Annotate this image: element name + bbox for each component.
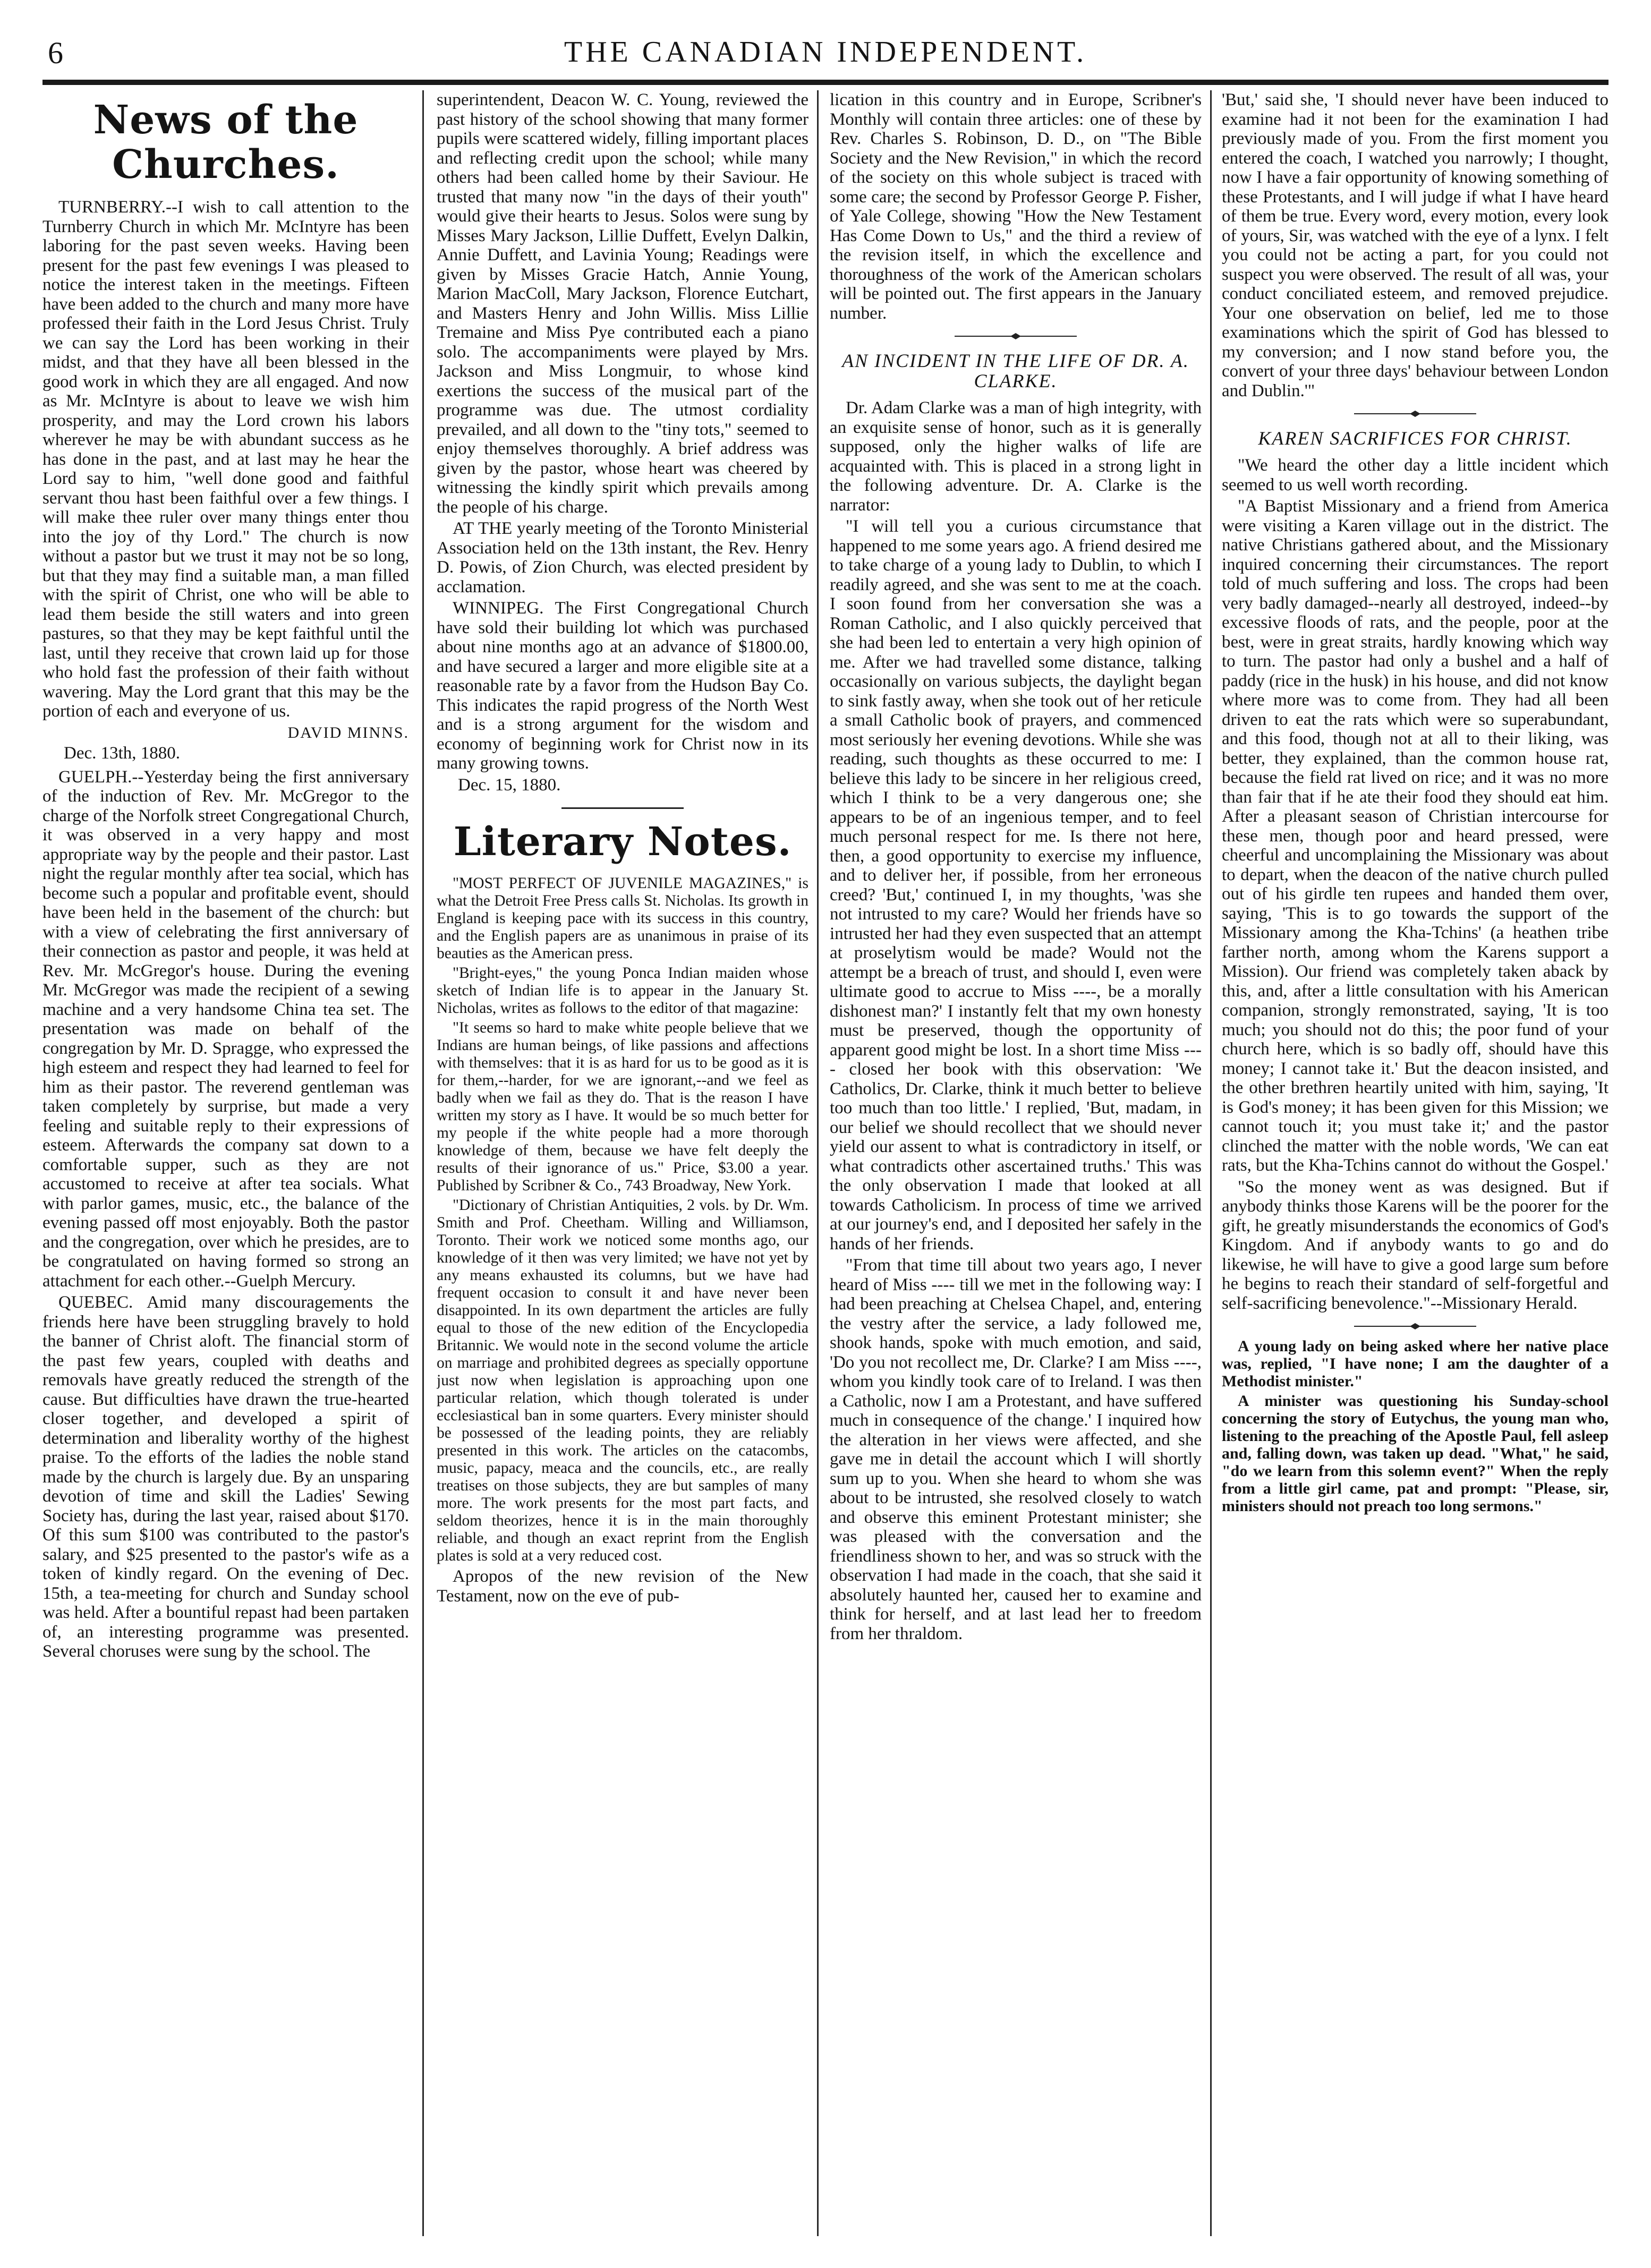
clarke-story: "I will tell you a curious circumstance that happened to me some years ago. A friend desired me to take charge of a young lady to Dublin, to which I readily agreed, and she was sent to me at the coach. I soon found from her conversation she was a Roman Catholic, and I also quickly perceived that she had been led to entertain a very high opinion of me. After we had travelled some distance, talking occasionally on various subjects, the daylight began to sink fastly away, when she took out of her reticule a small Catholic book of prayers, and commenced most seriously her evening devotions. While she was reading, such thoughts as these occurred to me: I believe this lady to be sincere in her religious creed, which I think to be a very dangerous one; she appears to be of an ingenious temper, and to feel much personal respect for me. Is there not here, then, a good opportunity to exercise my influence, and to deliver her, if possible, from her erroneous creed? 'But,' continued I, in my thoughts, 'was she not intrusted to my care? Would her friends have so intrusted her had they even suspected that an attempt at proselytism would be made? Would not the attempt be a breach of trust, and should I, even were ultimate good to accrue to Miss ----, be a morally dishonest man?' I instantly felt that my own honesty must be preserved, though the opportunity of apparent good might be lost. In a short time Miss ---- closed her book with this observation: 'We Catholics, Dr. Clarke, think it much better to believe too much than too little.' I replied, 'But, madam, in our belief we should recollect that we should never yield our assent to what is contradictory in itself, or what contradicts other ascertained truths.' This was the only observation I made that looked at all towards Catholicism. In process of time we arrived at our journey's end, and I deposited her safely in the hands of her friends.: [830, 517, 1202, 1254]
article-guelph: GUELPH.--Yesterday being the first anniversary of the induction of Rev. Mr. McGregor to the charge of the Norfolk street Congregational Church, it was observed in a very happy and most appropriate way by the people and their pastor. Last night the regular monthly after tea social, which has become such a popular and profitable event, should have been held in the basement of the church: but with a view of celebrating the first anniversary of their connection as pastor and people, it was held at Rev. Mr. McGregor's house. During the evening Mr. McGregor was made the recipient of a sewing machine and a very handsome China tea set. The presentation was made on behalf of the congregation by Mr. D. Spragge, who expressed the high esteem and respect they had learned to feel for him as their pastor. The reverend gentleman was taken completely by surprise, but made a very feeling and suitable reply to their expressions of esteem. Afterwards the company sat down to a comfortable supper, such as they are not accustomed to receive at after tea socials. What with parlor games, music, etc., the balance of the evening passed off most enjoyably. Both the pastor and the congregation, over which he presides, are to be congratulated on having formed so strong an attachment for each other.--Guelph Mercury.: [42, 767, 409, 1291]
anecdote-eutychus: A minister was questioning his Sunday-school concerning the story of Eutychus, the young man who, listening to the preaching of the Apostle Paul, fell asleep and, falling down, was taken up dead. "What," he said, "do we learn from this solemn event?" When the reply from a little girl came, pat and prompt: "Please, sir, ministers should not preach too long sermons.": [1222, 1392, 1609, 1515]
column-4: [1222, 90, 1609, 2236]
column-divider: [817, 90, 819, 2236]
section-rule: [561, 807, 684, 809]
masthead: [42, 35, 1609, 72]
clarke-conclusion: 'But,' said she, 'I should never have been induced to examine had it not been for the examination I had previously made of you. From the first moment you entered the coach, I watched you narrowly; I thought, now I have a fair opportunity of knowing something of these Protestants, and I will judge if what I have heard of them be true. Every word, every motion, every look of yours, Sir, was watched with the eye of a lynx. I felt you could not be acting a part, for you could not suspect you were observed. The result of all was, your conduct conciliated esteem, and removed prejudice. Your one observation on belief, led me to those examinations which the spirit of God has blessed to my conversion; and I now stand before you, the convert of your three days' behaviour between London and Dublin.'": [1222, 90, 1609, 400]
literary-notes: [437, 875, 809, 1565]
ornament-rule: [955, 332, 1077, 340]
ornament-rule: [1354, 410, 1476, 417]
karen-paragraph-2: "A Baptist Missionary and a friend from America were visiting a Karen village out in the district. The native Christians gathered about, and the Missionary inquired concerning their circumstances. The report told of much suffering and loss. The crops had been very badly damaged--nearly all destroyed, indeed--by excessive floods of rats, and the people, poor at the best, were in great straits, hardly knowing which way to turn. The pastor had only a bushel and a half of paddy (rice in the husk) in his house, and did not know where more was to come from. They had all been driven to eat the rats which were so superabundant, and this food, though not at all to their liking, was better, they explained, than the common house rat, because the field rat lived on rice; and it was no more than fair that if he ate their food they should eat him. After a pleasant season of Christian intercourse for these men, though poor and heard pressed, were cheerful and uncomplaining the Missionary was about to depart, when the deacon of the native church pulled out of his girdle ten rupees and handed them over, saying, 'This is to go towards the support of the Missionary among the Kha-Tchins' (a heathen tribe farther north, among whom the Karens support a Mission). Our friend was completely taken aback by this, and, after a little consultation with his American companion, strongly remonstrated, saying, 'It is too much; you should not do this; the poor fund of your church here, which is so badly off, should have this money; I cannot take it.' But the deacon insisted, and the other brethren heartily united with him, saying, 'It is God's money; it has been given for this Mission; we cannot touch it; you must take it;' and the pastor clinched the matter with the noble words, 'We can eat rats, but the Kha-Tchins cannot do without the Gospel.': [1222, 497, 1609, 1175]
article-quebec-continued: superintendent, Deacon W. C. Young, reviewed the past history of the school showing that many former pupils were scattered widely, filling important places and reflecting credit upon the school; while many others had been called home by their Saviour. He trusted that many now "in the days of their youth" would give their hearts to Jesus. Solos were sung by Misses Mary Jackson, Lillie Duffett, Evelyn Dalkin, Annie Duffett, and Lavinia Young; Readings were given by Misses Gracie Hatch, Annie Young, Marion MacColl, Mary Jackson, Florence Eutchart, and Masters Henry and John Willis. Miss Lillie Tremaine and Miss Pye contributed each a piano solo. The accompaniments were played by Mrs. Jackson and Miss Longmuir, to whose kind exertions the success of the musical part of the programme was due. The utmost cordiality prevailed, and all down to the "tiny tots," seemed to enjoy themselves thoroughly. A brief address was given by the pastor, whose heart was cheered by witnessing the kindly spirit which prevails among the people of his charge.: [437, 90, 809, 517]
anecdotes: [1222, 1337, 1609, 1515]
article-winnipeg: WINNIPEG. The First Congregational Church have sold their building lot which was purchased about nine months ago at an advance of $1800.00, and have secured a larger and more eligible site at a reasonable rate by a favor from the Hudson Bay Co. This indicates the rapid progress of the North West and is a strong argument for the wisdom and economy of beginning work for Christ now in its many growing towns.: [437, 599, 809, 773]
clarke-intro: Dr. Adam Clarke was a man of high integrity, with an exquisite sense of honor, such as it is generally supposed, only the higher walks of life are acquainted with. This is placed in a strong light in the following adventure. Dr. A. Clarke is the narrator:: [830, 398, 1202, 515]
column-3: [830, 90, 1202, 2236]
column-1: [42, 90, 409, 2236]
article-turnberry: TURNBERRY.--I wish to call attention to the Turnberry Church in which Mr. McIntyre has been laboring for the past seven weeks. Having been present for the past few evenings I was pleased to notice the interest taken in the meetings. Fifteen have been added to the church and many more have professed their faith in the Lord Jesus Christ. Truly we can say the Lord has been working in their midst, and that they have all been blessed in the good work in which they are all engaged. And now as Mr. McIntyre is about to leave we wish him prosperity, and may the Lord crown his labors wherever he may be with abundant success as he has done in the past, and at last may he hear the Lord say to him, "well done good and faithful servant thou hast been faithful over a few things. I will make thee ruler over many things enter thou into the joy of thy Lord." The church is now without a pastor but we trust it may not be so long, but that they may find a suitable man, a man filled with the spirit of Christ, one who will be able to lead them beside the still waters and into green pastures, so that they may be kept faithful until the last, until they receive that crown laid up for those who hold fast the profession of their faith without wavering. May the Lord grant that this may be the portion of each and everyone of us.: [42, 198, 409, 721]
heading-karen: KAREN SACRIFICES FOR CHRIST.: [1258, 428, 1572, 449]
note-apropos: Apropos of the new revision of the New Testament, now on the eve of pub-: [437, 1567, 809, 1606]
ornament-rule: [1354, 1323, 1476, 1330]
note-apropos-continued: lication in this country and in Europe, Scribner's Monthly will contain three articles: one of these by Rev. Charles S. Robinson, D. D., on "The Bible Society and the New Revision," in which the record of the society on this whole subject is traced with some care; the second by Professor George P. Fisher, of Yale College, showing "How the New Testament Has Come Down to Us," and the third a review of the revision itself, in which the excellence and thoroughness of the work of the American scholars will be pointed out. The first appears in the January number.: [830, 90, 1202, 323]
signature: DAVID MINNS.: [287, 723, 409, 741]
article-quebec: QUEBEC. Amid many discouragements the friends here have been struggling bravely to hold the banner of Christ aloft. The financial storm of the past few years, coupled with deaths and removals have greatly reduced the strength of the cause. But difficulties have drawn the true-hearted closer together, and developed a spirit of determination and liberality worthy of the highest praise. To the efforts of the ladies the noble stand made by the church is largely due. By an unsparing devotion of time and skill the Ladies' Sewing Society has, during the last year, raised about $170. Of this sum $100 was contributed to the pastor's salary, and $25 presented to the pastor's wife as a token of kindly regard. On the evening of Dec. 15th, a tea-meeting for church and Sunday school was held. After a bountiful repast had been partaken of, an interesting programme was presented. Several choruses were sung by the school. The: [42, 1293, 409, 1661]
column-divider: [422, 90, 424, 2236]
note-dictionary: "Dictionary of Christian Antiquities, 2 vols. by Dr. Wm. Smith and Prof. Cheetham. Willing and Williamson, Toronto. Their work we noticed some months ago, our knowledge of it then was very limited; we have not yet by any means exhausted its columns, but we have had frequent occasion to consult it and have never been disappointed. In its own department the articles are fully equal to those of the new edition of the Encyclopedia Britannic. We would note in the second volume the article on marriage and prohibited degrees as specially opportune just now when legislation is approaching upon one particular relation, which though tolerated is under ecclesiastical ban in some quarters. Every minister should be possessed of the leading points, they are reliably presented in this work. The articles on the catacombs, music, papacy, meaca and the councils, etc., are really treatises on those subjects, they are but samples of many more. The work presents for the most part facts, and seldom theorizes, hence it is in the main thoroughly reliable, and though an exact reprint from the English plates is sold at a very reduced cost.: [437, 1197, 809, 1564]
article-toronto: AT THE yearly meeting of the Toronto Ministerial Association held on the 13th instant, the Rev. Henry D. Powis, of Zion Church, was elected president by acclamation.: [437, 519, 809, 596]
note-quote: "It seems so hard to make white people believe that we Indians are human beings, of like passions and affections with themselves: that it is as hard for us to be good as it is for them,--harder, for we are ignorant,--and we feel as badly when we fail as they do. That is the reason I have written my story as I have. It would be so much better for my people if the white people had a more thorough knowledge of them, because we have felt deeply the results of their ignorance of us." Price, $3.00 a year. Published by Scribner & Co., 743 Broadway, New York.: [437, 1019, 809, 1194]
note-bright-eyes: "Bright-eyes," the young Ponca Indian maiden whose sketch of Indian life is to appear in the January St. Nicholas, writes as follows to the editor of that magazine:: [437, 965, 809, 1017]
dateline: Dec. 15, 1880.: [458, 775, 561, 795]
column-divider: [1210, 90, 1212, 2236]
heading-clarke: AN INCIDENT IN THE LIFE OF DR. A. CLARKE.: [842, 350, 1189, 391]
karen-paragraph-1: "We heard the other day a little incident which seemed to us well worth recording.: [1222, 456, 1609, 494]
note-st-nicholas: "MOST PERFECT OF JUVENILE MAGAZINES," is what the Detroit Free Press calls St. Nicholas. Its growth in England is keeping pace with its success in this country, and the English papers are as unanimous in praise of its beauties as the American press.: [437, 875, 809, 962]
clarke-story-2: "From that time till about two years ago, I never heard of Miss ---- till we met in the following way: I had been preaching at Chelsea Chapel, and, entering the vestry after the service, a lady followed me, shook hands, spoke with much emotion, and said, 'Do you not recollect me, Dr. Clarke? I am Miss ----, whom you kindly took care of to Ireland. I was then a Catholic, now I am a Protestant, and have suffered much in consequence of the change.' I inquired how the alteration in her views were affected, and she gave me in detail the account which I will shortly sum up to you. When she heard to whom she was about to be intrusted, she resolved closely to watch and observe this eminent Protestant minister; she was pleased with the conversation and the friendliness shown to her, and was so struck with the observation I had made in the coach, that she said it absolutely haunted her, caused her to examine and think for herself, and at last lead her to freedom from her thraldom.: [830, 1256, 1202, 1643]
page-number: 6: [48, 36, 63, 70]
karen-paragraph-3: "So the money went as was designed. But if anybody thinks those Karens will be the poorer for the gift, he greatly misunderstands the economics of God's Kingdom. And if anybody wants to go and do likewise, he will have to give a good large sum before he begins to reach their standard of self-forgetful and self-sacrificing benevolence."--Missionary Herald.: [1222, 1177, 1609, 1313]
publication-title: THE CANADIAN INDEPENDENT.: [564, 36, 1087, 69]
section-title-news-of-churches: News of the Churches.: [93, 97, 359, 187]
dateline: Dec. 13th, 1880.: [64, 744, 181, 763]
header-rule: [42, 80, 1609, 85]
section-title-literary-notes: Literary Notes.: [453, 819, 792, 865]
anecdote-young-lady: A young lady on being asked where her native place was, replied, "I have none; I am the daughter of a Methodist minister.": [1222, 1337, 1609, 1390]
column-2: [437, 90, 809, 2236]
